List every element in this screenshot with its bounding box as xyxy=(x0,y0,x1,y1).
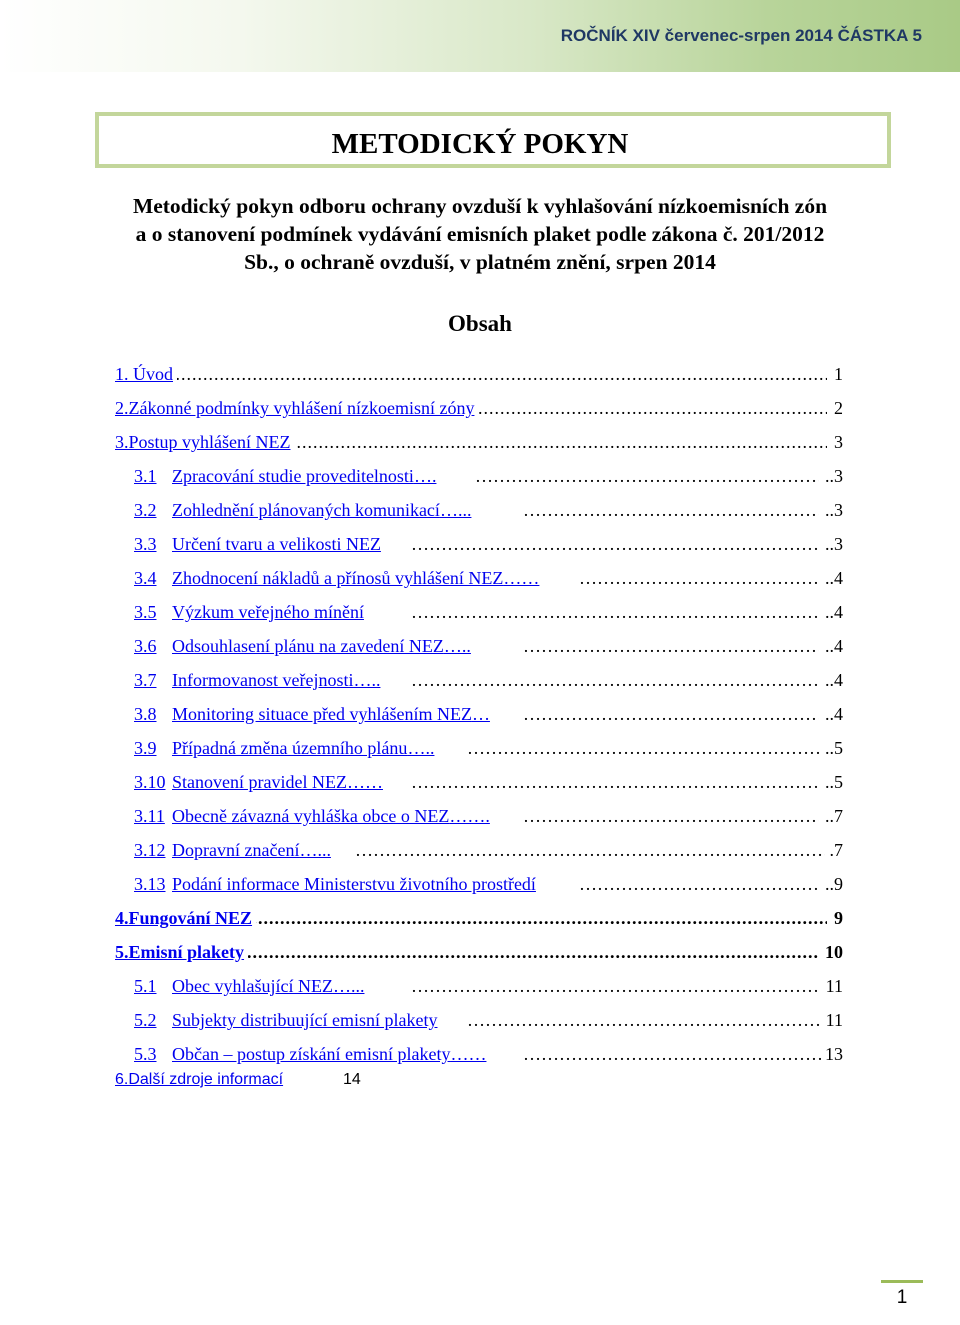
toc-link[interactable]: 3.Postup vyhlášení NEZ xyxy=(115,432,291,452)
leader-dots xyxy=(579,872,819,896)
toc-link[interactable]: Obec vyhlašující NEZ xyxy=(172,976,333,996)
leader-dots xyxy=(411,600,819,624)
subtitle-line: a o stanovení podmínek vydávání emisních plaket podle zákona č. 201/2012 xyxy=(135,222,825,246)
toc-page: ..4 xyxy=(825,636,843,656)
toc-entry-5-3[interactable]: 5.3 Občan – postup získání emisní plakety…… …………………………………………………………………………………………………………………………………… 13 xyxy=(115,1042,843,1066)
toc-num[interactable]: 3.3 xyxy=(134,534,157,554)
toc-page: 13 xyxy=(825,1044,843,1064)
toc-link[interactable]: 1. Úvod xyxy=(115,364,173,384)
toc-page: 11 xyxy=(825,976,843,996)
toc-entry-3-11[interactable]: 3.11 Obecně závazná vyhláška obce o NEZ……. …………………………………………………………………………………………………………………………………… ..7 xyxy=(115,804,843,828)
toc-entry-postup[interactable] xyxy=(115,430,843,454)
toc-num[interactable]: 3.9 xyxy=(134,738,157,758)
toc-link[interactable]: 2.Zákonné podmínky vyhlášení nízkoemisní zóny xyxy=(115,398,475,418)
toc-num[interactable]: 3.2 xyxy=(134,500,157,520)
toc-page: ..4 xyxy=(825,704,843,724)
toc-page: ..4 xyxy=(825,602,843,622)
toc-link[interactable]: Podání informace Ministerstvu životního prostředí xyxy=(172,874,536,894)
toc-num[interactable]: 5.3 xyxy=(134,1044,157,1064)
leader-dots xyxy=(579,566,819,590)
toc-entry-3-12[interactable]: 3.12 Dopravní značení…... …………………………………………………………………………………………………………………………………… .7 xyxy=(115,838,843,862)
toc-link[interactable]: 4.Fungování NEZ xyxy=(115,908,253,928)
toc-entry-fungovani[interactable] xyxy=(115,906,843,930)
leader-dots xyxy=(467,1008,821,1032)
toc-page: 3 xyxy=(834,432,843,452)
toc-link[interactable]: 6.Další zdroje informací xyxy=(115,1071,284,1088)
toc-link[interactable]: Případná změna územního plánu xyxy=(172,738,408,758)
leader-dots xyxy=(411,770,819,794)
document-title: METODICKÝ POKYN xyxy=(331,128,629,160)
toc-link[interactable]: Odsouhlasení plánu na zavedení NEZ xyxy=(172,636,444,656)
toc-num[interactable]: 3.4 xyxy=(134,568,157,588)
toc-page: 11 xyxy=(825,1010,843,1030)
toc-link[interactable]: Subjekty distribuující emisní plakety xyxy=(172,1010,438,1030)
toc-entry-zakonne[interactable] xyxy=(115,396,843,420)
toc-link[interactable]: Monitoring situace před vyhlášením NEZ xyxy=(172,704,472,724)
leader-dots xyxy=(467,736,819,760)
toc-entry-3-5[interactable] xyxy=(115,600,843,624)
toc-link[interactable]: 5.Emisní plakety xyxy=(115,942,245,962)
toc-link[interactable]: Zpracování studie proveditelnosti xyxy=(172,466,414,486)
issue-header: ROČNÍK XIV červenec-srpen 2014 ČÁSTKA 5 xyxy=(560,26,922,45)
toc-page: ..9 xyxy=(825,874,843,894)
toc-num[interactable]: 5.2 xyxy=(134,1010,157,1030)
toc-page: ..4 xyxy=(825,568,843,588)
leader-dots xyxy=(355,838,825,862)
toc-entry-3-7[interactable]: 3.7 Informovanost veřejnosti….. …………………………………………………………………………………………………………………………………… ..4 xyxy=(115,668,843,692)
toc-page: 9 xyxy=(834,908,843,928)
leader-dots xyxy=(523,498,819,522)
toc-num[interactable]: 3.11 xyxy=(134,806,165,826)
toc-link[interactable]: Dopravní značení xyxy=(172,840,300,860)
leader-dots xyxy=(475,464,819,488)
toc-page: 14 xyxy=(343,1071,361,1088)
toc-entry-3-10[interactable]: 3.10 Stanovení pravidel NEZ…… …………………………………………………………………………………………………………………………………… ..5 xyxy=(115,770,843,794)
toc-num[interactable]: 3.13 xyxy=(134,874,166,894)
toc-entry-5-2[interactable] xyxy=(115,1008,843,1032)
page-number: 1 xyxy=(896,1287,908,1308)
toc-page: ..7 xyxy=(825,806,843,826)
leader-dots xyxy=(523,702,819,726)
toc-entry-3-3[interactable] xyxy=(115,532,843,556)
toc-link[interactable]: Občan – postup získání emisní plakety xyxy=(172,1044,451,1064)
toc-page: ..3 xyxy=(825,500,843,520)
toc-num[interactable]: 3.6 xyxy=(134,636,157,656)
toc-link[interactable]: Zhodnocení nákladů a přínosů vyhlášení NEZ xyxy=(172,568,504,588)
subtitle-line: Metodický pokyn odboru ochrany ovzduší k vyhlašování nízkoemisních zón xyxy=(132,194,828,218)
toc-page: 10 xyxy=(825,942,843,962)
toc-num[interactable]: 3.10 xyxy=(134,772,166,792)
toc-link[interactable]: Stanovení pravidel NEZ xyxy=(172,772,347,792)
toc-entry-3-9[interactable]: 3.9 Případná změna územního plánu….. …………………………………………………………………………………………………………………………………… ..5 xyxy=(115,736,843,760)
toc-page: ..5 xyxy=(825,772,843,792)
toc-entry-uvod[interactable] xyxy=(115,362,843,386)
toc-entry-5-1[interactable]: 5.1 Obec vyhlašující NEZ…... …………………………………………………………………………………………………………………………………… 11 xyxy=(115,974,843,998)
document-subtitle xyxy=(110,192,850,276)
toc-entry-3-1[interactable]: 3.1 Zpracování studie proveditelnosti…. …………………………………………………………………………………………………………………………………… ..3 xyxy=(115,464,843,488)
toc-num[interactable]: 5.1 xyxy=(134,976,157,996)
toc-entry-emisni-plakety[interactable] xyxy=(115,940,843,964)
toc-entry-3-6[interactable]: 3.6 Odsouhlasení plánu na zavedení NEZ….. …………………………………………………………………………………………………………………………………… ..4 xyxy=(115,634,843,658)
toc-entry-3-13[interactable] xyxy=(115,872,843,896)
toc-page: 2 xyxy=(834,398,843,418)
toc-link[interactable]: Informovanost veřejnosti xyxy=(172,670,354,690)
subtitle-line: Sb., o ochraně ovzduší, v platném znění, srpen 2014 xyxy=(244,250,716,274)
toc-page: ..4 xyxy=(825,670,843,690)
leader-dots xyxy=(411,532,819,556)
toc-link[interactable]: Obecně závazná vyhláška obce o NEZ xyxy=(172,806,450,826)
toc-link[interactable]: Zohlednění plánovaných komunikací xyxy=(172,500,440,520)
toc-entry-3-8[interactable]: 3.8 Monitoring situace před vyhlášením NEZ… …………………………………………………………………………………………………………………………………… ..4 xyxy=(115,702,843,726)
leader-dots xyxy=(411,974,821,998)
toc-entry-3-2[interactable]: 3.2 Zohlednění plánovaných komunikací…... …………………………………………………………………………………………………………………………………… ..3 xyxy=(115,498,843,522)
toc-page: 1 xyxy=(834,364,843,384)
toc-entry-dalsi-zdroje[interactable] xyxy=(115,1069,361,1091)
toc-entry-3-4[interactable]: 3.4 Zhodnocení nákladů a přínosů vyhlášení NEZ…… …………………………………………………………………………………………………………………………………… ..4 xyxy=(115,566,843,590)
toc-link[interactable]: Výzkum veřejného mínění xyxy=(172,602,364,622)
toc-link[interactable]: Určení tvaru a velikosti NEZ xyxy=(172,534,381,554)
leader-dots xyxy=(411,668,819,692)
leader-dots xyxy=(523,634,819,658)
leader-dots xyxy=(523,804,819,828)
toc-num[interactable]: 3.12 xyxy=(134,840,166,860)
toc-num[interactable]: 3.7 xyxy=(134,670,157,690)
toc-heading: Obsah xyxy=(448,311,512,336)
toc-page: ..5 xyxy=(825,738,843,758)
toc-num[interactable]: 3.5 xyxy=(134,602,157,622)
toc-num[interactable]: 3.8 xyxy=(134,704,157,724)
toc-page: ..3 xyxy=(825,466,843,486)
toc-page: ..3 xyxy=(825,534,843,554)
leader-dots xyxy=(523,1042,821,1066)
leader-dots xyxy=(115,362,827,386)
toc-page: .7 xyxy=(829,840,843,860)
toc-num[interactable]: 3.1 xyxy=(134,466,157,486)
